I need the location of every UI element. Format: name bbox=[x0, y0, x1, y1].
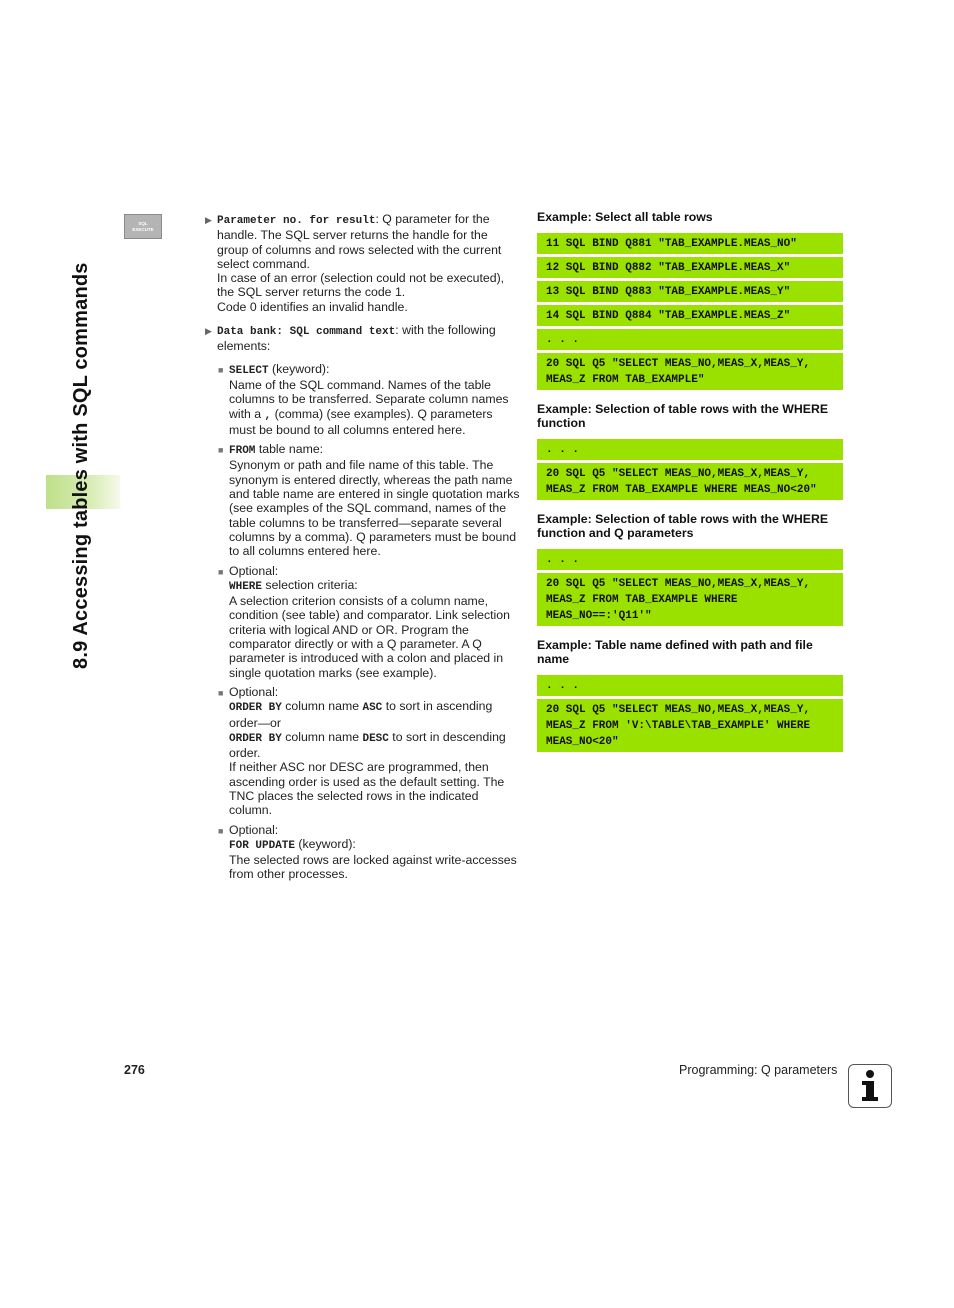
chapter-title: Programming: Q parameters bbox=[679, 1063, 838, 1077]
keyword: FROM bbox=[229, 445, 256, 458]
sql-execute-softkey[interactable] bbox=[124, 214, 162, 239]
param-code: Parameter no. for result bbox=[217, 215, 376, 227]
keyword-suffix: selection criteria: bbox=[262, 577, 358, 592]
code-line: . . . bbox=[537, 549, 843, 570]
keyword-suffix: table name: bbox=[255, 442, 324, 457]
triangle-bullet-icon: ▶ bbox=[205, 326, 212, 337]
element-body: Synonym or path and file name of this table. The synonym is entered directly, whereas the path name and table name are entered in single quotation marks (see examples of the SQL command, names of the table columns to be transferred—separate several columns by a comma). Q parameters must be bound to all columns entered here. bbox=[229, 458, 520, 559]
code-line: 20 SQL Q5 "SELECT MEAS_NO,MEAS_X,MEAS_Y, MEAS_Z FROM 'V:\TABLE\TAB_EXAMPLE' WHERE MEAS_NO<20" bbox=[537, 699, 843, 752]
keyword: WHERE bbox=[229, 580, 263, 593]
code-line: . . . bbox=[537, 439, 843, 460]
element-body: A selection criterion consists of a column name, condition (see table) and comparator. Link selection criteria with logical AND or OR. Program the comparator directly or with a Q parameter. A Q parameter is introduced with a colon and placed in single quotation marks (see example). bbox=[229, 594, 510, 680]
optional-label: Optional: bbox=[229, 684, 279, 699]
element-order-by bbox=[205, 685, 521, 818]
code-block bbox=[537, 233, 843, 390]
optional-label: Optional: bbox=[229, 822, 279, 837]
text: column name bbox=[281, 699, 363, 714]
square-bullet-icon: ■ bbox=[218, 364, 224, 375]
square-bullet-icon: ■ bbox=[218, 825, 224, 836]
section-title: 8.9 Accessing tables with SQL commands bbox=[70, 262, 92, 669]
element-body: Name of the SQL command. Names of the table columns to be transferred. Separate column names with a bbox=[229, 377, 509, 421]
param-text: : Q parameter for the handle. The SQL server returns the handle for the group of columns and rows selected with the current select command. bbox=[217, 212, 502, 271]
param-text-3: Code 0 identifies an invalid handle. bbox=[217, 299, 408, 314]
code-line: 11 SQL BIND Q881 "TAB_EXAMPLE.MEAS_NO" bbox=[537, 233, 843, 254]
example-heading: Example: Table name defined with path and file name bbox=[537, 637, 813, 666]
softkey-line2: EXECUTE bbox=[132, 227, 154, 232]
code-line: . . . bbox=[537, 675, 843, 696]
code-line: 20 SQL Q5 "SELECT MEAS_NO,MEAS_X,MEAS_Y, MEAS_Z FROM TAB_EXAMPLE WHERE MEAS_NO<20" bbox=[537, 463, 843, 500]
parameter-description-column bbox=[205, 212, 521, 887]
page-number: 276 bbox=[124, 1063, 145, 1077]
element-select bbox=[205, 362, 521, 437]
code-line: 14 SQL BIND Q884 "TAB_EXAMPLE.MEAS_Z" bbox=[537, 305, 843, 326]
element-body: The selected rows are locked against write-accesses from other processes. bbox=[229, 853, 517, 882]
info-icon bbox=[848, 1064, 892, 1108]
softkey-line1: SQL bbox=[138, 221, 148, 226]
example-heading: Example: Selection of table rows with the WHERE function bbox=[537, 401, 829, 430]
keyword: FOR UPDATE bbox=[229, 839, 296, 852]
code-line: 12 SQL BIND Q882 "TAB_EXAMPLE.MEAS_X" bbox=[537, 257, 843, 278]
text: to sort in ascending order—or bbox=[229, 699, 493, 730]
square-bullet-icon: ■ bbox=[218, 566, 224, 577]
element-for-update bbox=[205, 823, 521, 882]
code-line: . . . bbox=[537, 329, 843, 350]
square-bullet-icon: ■ bbox=[218, 445, 224, 456]
code-block bbox=[537, 675, 843, 752]
element-from bbox=[205, 442, 521, 558]
element-body: If neither ASC nor DESC are programmed, then ascending order is used as the default setting. The TNC places the selected rows in the indicated column. bbox=[229, 760, 505, 818]
param-code: Data bank: SQL command text bbox=[217, 326, 396, 339]
text: column name bbox=[281, 729, 363, 744]
keyword-desc: DESC bbox=[362, 732, 389, 745]
comma-symbol: , bbox=[264, 409, 272, 422]
param-text-2: In case of an error (selection could not be executed), the SQL server returns the code 1. bbox=[217, 271, 505, 300]
code-block bbox=[537, 549, 843, 626]
code-block bbox=[537, 439, 843, 500]
square-bullet-icon: ■ bbox=[218, 687, 224, 698]
examples-column bbox=[537, 210, 843, 764]
code-line: 20 SQL Q5 "SELECT MEAS_NO,MEAS_X,MEAS_Y, MEAS_Z FROM TAB_EXAMPLE WHERE MEAS_NO==:'Q11'" bbox=[537, 573, 843, 626]
param-result bbox=[205, 212, 521, 314]
code-line: 20 SQL Q5 "SELECT MEAS_NO,MEAS_X,MEAS_Y, MEAS_Z FROM TAB_EXAMPLE" bbox=[537, 353, 843, 390]
example-heading: Example: Selection of table rows with the WHERE function and Q parameters bbox=[537, 511, 829, 540]
keyword: ORDER BY bbox=[229, 702, 282, 715]
text: to sort in descending order. bbox=[229, 729, 506, 761]
code-line: 13 SQL BIND Q883 "TAB_EXAMPLE.MEAS_Y" bbox=[537, 281, 843, 302]
triangle-bullet-icon: ▶ bbox=[205, 215, 212, 225]
keyword: SELECT bbox=[229, 364, 269, 377]
section-title-vertical bbox=[70, 213, 100, 673]
element-body-cont: (comma) (see examples). Q parameters must be bound to all columns entered here. bbox=[229, 406, 493, 437]
element-where bbox=[205, 564, 521, 680]
optional-label: Optional: bbox=[229, 563, 279, 578]
keyword-asc: ASC bbox=[362, 702, 383, 715]
keyword: ORDER BY bbox=[229, 732, 282, 745]
example-heading: Example: Select all table rows bbox=[537, 210, 713, 224]
keyword-suffix: (keyword): bbox=[295, 836, 356, 851]
param-sql-text bbox=[205, 323, 521, 354]
param-text: : with the following elements: bbox=[217, 323, 496, 354]
keyword-suffix: (keyword): bbox=[268, 361, 330, 376]
